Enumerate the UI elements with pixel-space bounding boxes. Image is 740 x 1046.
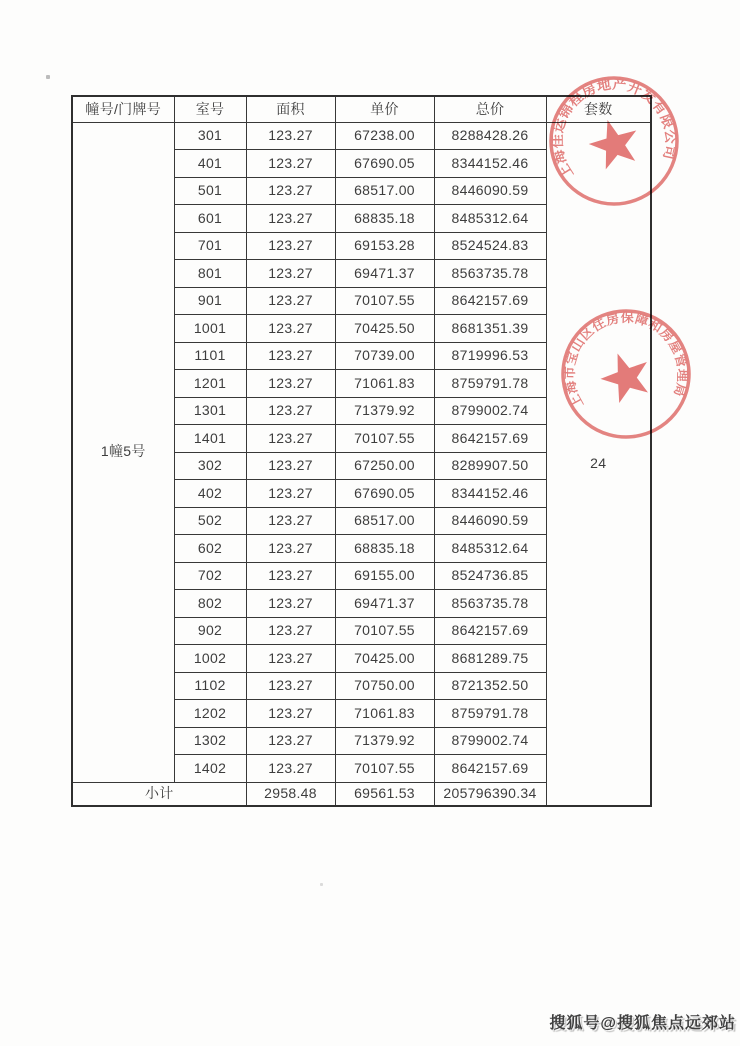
area-cell: 123.27 bbox=[246, 397, 335, 425]
area-cell: 123.27 bbox=[246, 535, 335, 563]
total-price-cell: 8344152.46 bbox=[434, 480, 546, 508]
total-price-cell: 8563735.78 bbox=[434, 590, 546, 618]
room-cell: 402 bbox=[174, 480, 246, 508]
red-star-icon bbox=[594, 345, 656, 406]
unit-price-cell: 69471.37 bbox=[335, 260, 434, 288]
room-cell: 1102 bbox=[174, 672, 246, 700]
unit-price-cell: 67250.00 bbox=[335, 452, 434, 480]
header-unit-price: 单价 bbox=[335, 96, 434, 122]
area-cell: 123.27 bbox=[246, 205, 335, 233]
unit-price-cell: 70739.00 bbox=[335, 342, 434, 370]
total-price-cell: 8642157.69 bbox=[434, 755, 546, 783]
total-price-cell: 8446090.59 bbox=[434, 177, 546, 205]
total-price-cell: 8344152.46 bbox=[434, 150, 546, 178]
area-cell: 123.27 bbox=[246, 122, 335, 150]
area-cell: 123.27 bbox=[246, 727, 335, 755]
total-price-cell: 8799002.74 bbox=[434, 727, 546, 755]
room-cell: 1201 bbox=[174, 370, 246, 398]
header-area: 面积 bbox=[246, 96, 335, 122]
total-price-cell: 8642157.69 bbox=[434, 287, 546, 315]
unit-price-cell: 71379.92 bbox=[335, 397, 434, 425]
subtotal-total-price-cell: 205796390.34 bbox=[434, 782, 546, 806]
total-price-cell: 8799002.74 bbox=[434, 397, 546, 425]
total-price-cell: 8289907.50 bbox=[434, 452, 546, 480]
unit-count-cell: 24 bbox=[546, 122, 651, 806]
total-price-cell: 8642157.69 bbox=[434, 425, 546, 453]
unit-price-cell: 71061.83 bbox=[335, 700, 434, 728]
room-cell: 501 bbox=[174, 177, 246, 205]
room-cell: 1101 bbox=[174, 342, 246, 370]
area-cell: 123.27 bbox=[246, 617, 335, 645]
total-price-cell: 8524524.83 bbox=[434, 232, 546, 260]
total-price-cell: 8485312.64 bbox=[434, 205, 546, 233]
unit-price-cell: 68517.00 bbox=[335, 507, 434, 535]
room-cell: 1402 bbox=[174, 755, 246, 783]
room-cell: 602 bbox=[174, 535, 246, 563]
total-price-cell: 8719996.53 bbox=[434, 342, 546, 370]
subtotal-unit-price-cell: 69561.53 bbox=[335, 782, 434, 806]
total-price-cell: 8721352.50 bbox=[434, 672, 546, 700]
building-cell: 1幢5号 bbox=[72, 122, 174, 782]
area-cell: 123.27 bbox=[246, 645, 335, 673]
room-cell: 701 bbox=[174, 232, 246, 260]
area-cell: 123.27 bbox=[246, 480, 335, 508]
unit-price-cell: 69153.28 bbox=[335, 232, 434, 260]
unit-price-cell: 67690.05 bbox=[335, 150, 434, 178]
total-price-cell: 8759791.78 bbox=[434, 700, 546, 728]
area-cell: 123.27 bbox=[246, 590, 335, 618]
area-cell: 123.27 bbox=[246, 562, 335, 590]
area-cell: 123.27 bbox=[246, 287, 335, 315]
unit-price-cell: 70425.50 bbox=[335, 315, 434, 343]
unit-price-cell: 70107.55 bbox=[335, 425, 434, 453]
total-price-cell: 8446090.59 bbox=[434, 507, 546, 535]
housing-bureau-seal-stamp bbox=[536, 284, 716, 464]
header-building-number: 幢号/门牌号 bbox=[72, 96, 174, 122]
room-cell: 801 bbox=[174, 260, 246, 288]
area-cell: 123.27 bbox=[246, 700, 335, 728]
unit-price-cell: 68835.18 bbox=[335, 205, 434, 233]
room-cell: 1001 bbox=[174, 315, 246, 343]
unit-price-cell: 70750.00 bbox=[335, 672, 434, 700]
total-price-cell: 8563735.78 bbox=[434, 260, 546, 288]
area-cell: 123.27 bbox=[246, 342, 335, 370]
unit-price-cell: 68517.00 bbox=[335, 177, 434, 205]
room-cell: 702 bbox=[174, 562, 246, 590]
area-cell: 123.27 bbox=[246, 672, 335, 700]
room-cell: 802 bbox=[174, 590, 246, 618]
area-cell: 123.27 bbox=[246, 315, 335, 343]
unit-price-cell: 67238.00 bbox=[335, 122, 434, 150]
total-price-cell: 8642157.69 bbox=[434, 617, 546, 645]
unit-price-cell: 71379.92 bbox=[335, 727, 434, 755]
total-price-cell: 8681351.39 bbox=[434, 315, 546, 343]
room-cell: 502 bbox=[174, 507, 246, 535]
area-cell: 123.27 bbox=[246, 507, 335, 535]
stamp-bureau-text: 上海市宝山区住房保障和房屋管理局 bbox=[561, 309, 691, 411]
unit-price-cell: 70425.00 bbox=[335, 645, 434, 673]
room-cell: 302 bbox=[174, 452, 246, 480]
unit-price-cell: 69471.37 bbox=[335, 590, 434, 618]
room-cell: 1401 bbox=[174, 425, 246, 453]
area-cell: 123.27 bbox=[246, 232, 335, 260]
sohu-watermark: 搜狐号@搜狐焦点远郊站 bbox=[549, 1015, 736, 1032]
company-seal-stamp bbox=[519, 46, 709, 236]
room-cell: 1202 bbox=[174, 700, 246, 728]
room-cell: 401 bbox=[174, 150, 246, 178]
stamp-company-text: 上海佳运锦程房地产开发有限公司 bbox=[548, 75, 680, 182]
unit-price-cell: 70107.55 bbox=[335, 617, 434, 645]
subtotal-area-cell: 2958.48 bbox=[246, 782, 335, 806]
unit-price-cell: 69155.00 bbox=[335, 562, 434, 590]
header-room-number: 室号 bbox=[174, 96, 246, 122]
scan-speck bbox=[320, 883, 323, 886]
unit-price-cell: 70107.55 bbox=[335, 287, 434, 315]
area-cell: 123.27 bbox=[246, 260, 335, 288]
total-price-cell: 8485312.64 bbox=[434, 535, 546, 563]
svg-text:上海佳运锦程房地产开发有限公司 bbox=[538, 66, 684, 183]
total-price-cell: 8681289.75 bbox=[434, 645, 546, 673]
unit-price-cell: 71061.83 bbox=[335, 370, 434, 398]
room-cell: 902 bbox=[174, 617, 246, 645]
red-star-icon bbox=[584, 113, 644, 172]
unit-price-cell: 68835.18 bbox=[335, 535, 434, 563]
room-cell: 301 bbox=[174, 122, 246, 150]
area-cell: 123.27 bbox=[246, 150, 335, 178]
area-cell: 123.27 bbox=[246, 370, 335, 398]
header-total-price: 总价 bbox=[434, 96, 546, 122]
room-cell: 601 bbox=[174, 205, 246, 233]
room-cell: 1301 bbox=[174, 397, 246, 425]
area-cell: 123.27 bbox=[246, 177, 335, 205]
unit-price-cell: 67690.05 bbox=[335, 480, 434, 508]
header-unit-count: 套数 bbox=[546, 96, 651, 122]
area-cell: 123.27 bbox=[246, 452, 335, 480]
subtotal-label-cell: 小计 bbox=[72, 782, 246, 806]
scan-speck bbox=[46, 75, 50, 79]
total-price-cell: 8288428.26 bbox=[434, 122, 546, 150]
total-price-cell: 8759791.78 bbox=[434, 370, 546, 398]
area-cell: 123.27 bbox=[246, 425, 335, 453]
unit-price-cell: 70107.55 bbox=[335, 755, 434, 783]
room-cell: 901 bbox=[174, 287, 246, 315]
total-price-cell: 8524736.85 bbox=[434, 562, 546, 590]
area-cell: 123.27 bbox=[246, 755, 335, 783]
room-cell: 1302 bbox=[174, 727, 246, 755]
room-cell: 1002 bbox=[174, 645, 246, 673]
